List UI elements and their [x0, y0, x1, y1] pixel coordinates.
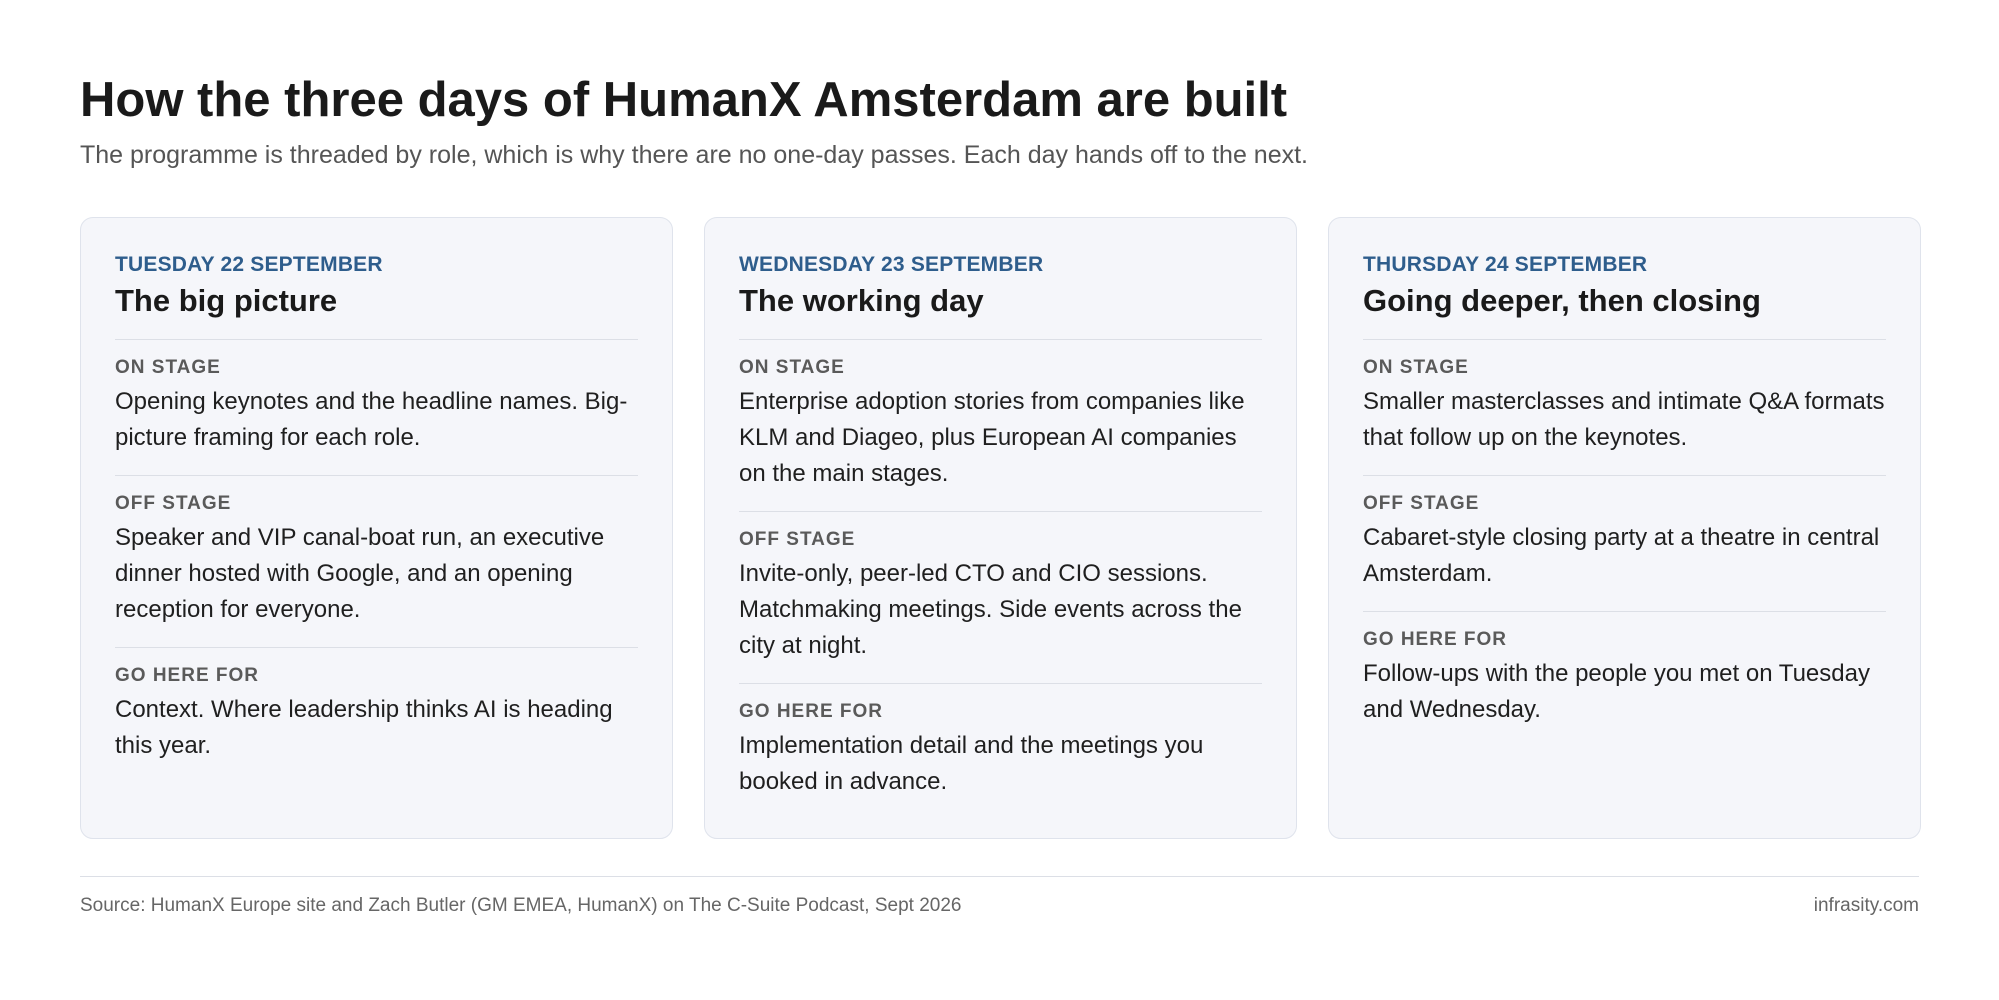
- section-on-stage: [115, 339, 638, 456]
- section-label: OFF STAGE: [739, 529, 856, 550]
- day-title: The working day: [739, 283, 984, 318]
- day-cards: [80, 217, 1921, 839]
- section-label: OFF STAGE: [115, 493, 232, 514]
- section-on-stage: [739, 339, 1262, 492]
- section-label: GO HERE FOR: [115, 665, 260, 686]
- section-text: Speaker and VIP canal-boat run, an executive dinner hosted with Google, and an opening reception for everyone.: [115, 524, 605, 623]
- page-title: How the three days of HumanX Amsterdam are built: [80, 73, 1288, 127]
- section-off-stage: [739, 511, 1262, 664]
- section-text: Cabaret-style closing party at a theatre in central Amsterdam.: [1363, 524, 1880, 587]
- section-off-stage: [1363, 475, 1886, 592]
- section-label: OFF STAGE: [1363, 493, 1480, 514]
- section-text: Follow-ups with the people you met on Tuesday and Wednesday.: [1363, 660, 1870, 723]
- section-text: Invite-only, peer-led CTO and CIO sessions. Matchmaking meetings. Side events across the city at night.: [739, 560, 1242, 659]
- section-text: Enterprise adoption stories from companies like KLM and Diageo, plus European AI companies on the main stages.: [739, 388, 1245, 487]
- page-subtitle: The programme is threaded by role, which is why there are no one-day passes. Each day hands off to the next.: [80, 141, 1309, 169]
- day-date: TUESDAY 22 SEPTEMBER: [115, 253, 383, 276]
- site-credit: infrasity.com: [1813, 895, 1919, 916]
- footer: [80, 876, 1919, 918]
- section-go-here-for: [1363, 611, 1886, 728]
- section-label: GO HERE FOR: [739, 701, 884, 722]
- day-date: WEDNESDAY 23 SEPTEMBER: [739, 253, 1044, 276]
- section-text: Smaller masterclasses and intimate Q&A formats that follow up on the keynotes.: [1363, 388, 1885, 451]
- day-title: The big picture: [115, 283, 338, 318]
- section-go-here-for: [739, 683, 1262, 800]
- section-label: ON STAGE: [115, 357, 221, 378]
- section-label: GO HERE FOR: [1363, 629, 1508, 650]
- day-card-tuesday: [80, 217, 673, 839]
- section-text: Opening keynotes and the headline names. Big-picture framing for each role.: [115, 388, 628, 451]
- section-text: Context. Where leadership thinks AI is heading this year.: [115, 696, 613, 759]
- day-card-wednesday: [704, 217, 1297, 839]
- section-label: ON STAGE: [1363, 357, 1469, 378]
- day-date: THURSDAY 24 SEPTEMBER: [1363, 253, 1648, 276]
- section-off-stage: [115, 475, 638, 628]
- day-card-thursday: [1328, 217, 1921, 839]
- section-go-here-for: [115, 647, 638, 764]
- day-title: Going deeper, then closing: [1363, 283, 1761, 318]
- section-label: ON STAGE: [739, 357, 845, 378]
- section-on-stage: [1363, 339, 1886, 456]
- source-note: Source: HumanX Europe site and Zach Butler (GM EMEA, HumanX) on The C-Suite Podcast, Sept 2026: [80, 895, 962, 916]
- section-text: Implementation detail and the meetings you booked in advance.: [739, 732, 1204, 795]
